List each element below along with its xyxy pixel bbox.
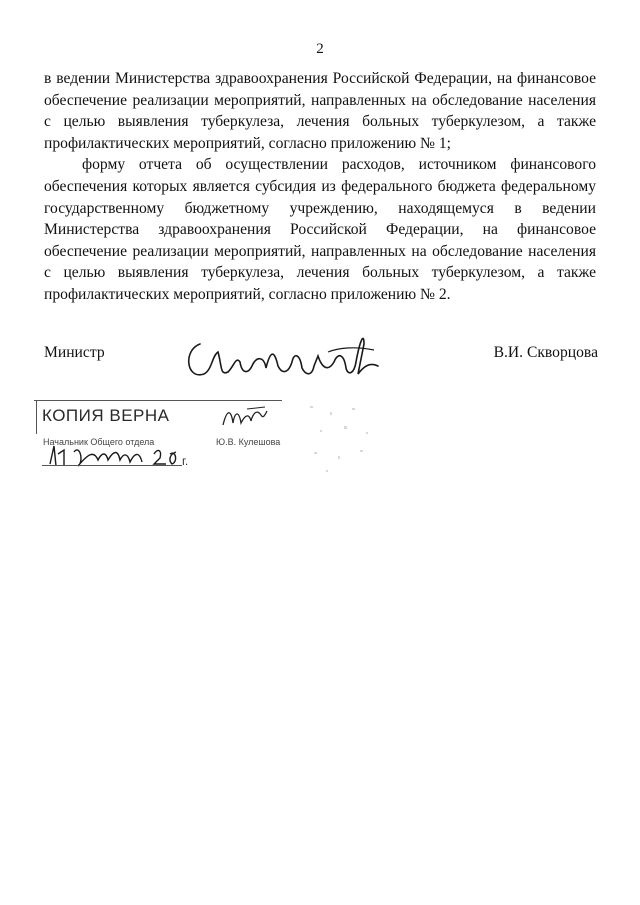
stamp-border-left [36, 400, 37, 434]
minister-signature [178, 322, 388, 392]
signatory-title: Министр [44, 344, 105, 361]
stamp-heading: КОПИЯ ВЕРНА [42, 406, 170, 425]
stamp-official-name: Ю.В. Кулешова [216, 437, 281, 447]
stamp-border-top [34, 400, 282, 401]
certified-copy-stamp [34, 400, 284, 475]
paragraph-second: форму отчета об осуществлении расходов, источником финансового обеспечения которых является субсидия из федерального бюджета федеральному государственному бюджетному учреждению, находящемуся в ведении Министерства здравоохранения Российской Федерации, на финансовое обеспечение реализации мероприятий, направленных на обследование населения с целью выявления туберкулеза, лечения больных туберкулезом, а также профилактических мероприятий, согласно приложению № 2. [44, 156, 596, 303]
stamp-year-suffix: г. [182, 454, 189, 468]
document-body [44, 68, 596, 306]
stamp-date-line [42, 465, 182, 466]
paragraph-first: в ведении Министерства здравоохранения Российской Федерации, на финансовое обеспечение реализации мероприятий, направленных на обследование населения с целью выявления туберкулеза, лечения больных туберкулезом, а также профилактических мероприятий, согласно приложению № 1; [44, 70, 596, 152]
page-number: 2 [316, 41, 324, 57]
stamp-department-label: Начальник Общего отдела [43, 437, 155, 447]
faint-scan-marks [300, 400, 390, 480]
stamp-initials-signature [219, 403, 269, 433]
signatory-name: В.И. Скворцова [493, 344, 598, 361]
